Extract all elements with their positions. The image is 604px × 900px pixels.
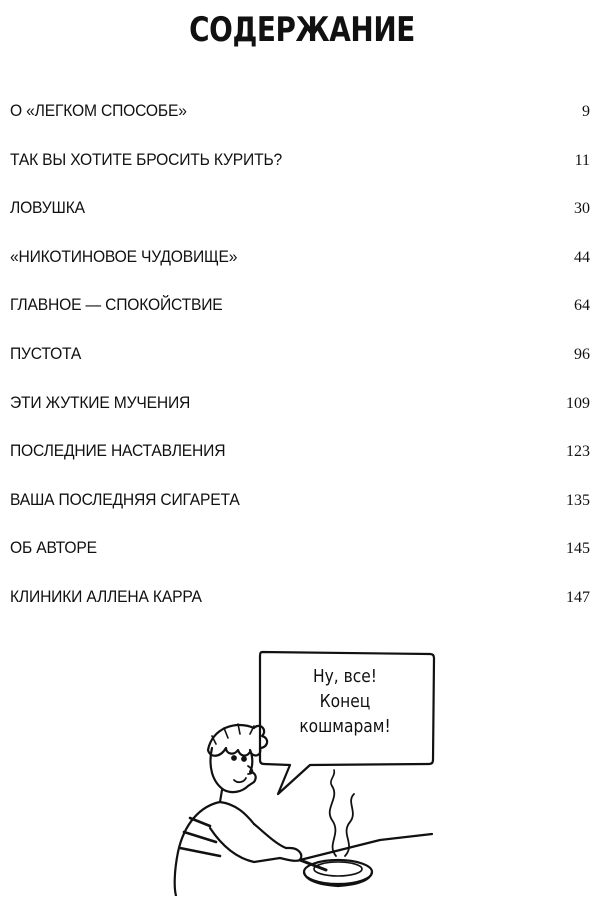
toc-entry [10,287,590,336]
toc-entry-page: 44 [574,248,590,266]
speech-bubble-text [274,664,417,739]
toc-entry-label: ПУСТОТА [10,343,82,363]
hair [208,725,267,756]
toc-entry [10,482,590,531]
toc-entry-label: «НИКОТИНОВОЕ ЧУДОВИЩЕ» [10,246,238,266]
toc-entry-page: 96 [574,345,590,363]
hand [280,848,301,861]
toc-entry-label: ГЛАВНОЕ — СПОКОЙСТВИЕ [10,295,223,315]
table-of-contents [10,93,590,628]
toc-entry-page: 135 [566,491,590,509]
toc-entry [10,433,590,482]
toc-entry-label: О «ЛЕГКОМ СПОСОБЕ» [10,101,187,120]
toc-entry-page: 64 [574,297,590,315]
table-edge [300,834,432,860]
toc-entry [10,239,590,288]
toc-entry-label: ЛОВУШКА [10,198,85,218]
toc-entry-page: 145 [566,540,590,558]
speech-line: кошмарам! [299,716,391,737]
toc-entry-label: ЭТИ ЖУТКИЕ МУЧЕНИЯ [10,392,191,412]
toc-entry-label: ВАША ПОСЛЕДНЯЯ СИГАРЕТА [10,489,240,509]
toc-entry-label: КЛИНИКИ АЛЛЕНА КАРРА [10,586,202,606]
toc-entry [10,530,590,579]
speech-line: Ну, все! [312,666,378,687]
toc-entry [10,142,590,191]
toc-entry-page: 123 [566,443,590,461]
toc-entry [10,336,590,385]
toc-entry-label: ОБ АВТОРЕ [10,538,97,558]
toc-entry-page: 11 [574,151,590,169]
smoke-icon [330,786,336,856]
toc-entry-page: 9 [582,103,590,120]
toc-entry-page: 147 [566,588,590,606]
toc-entry [10,579,590,628]
ashtray-icon [304,860,372,884]
page-title: СОДЕРЖАНИЕ [189,10,415,50]
speech-line: Конец [319,691,371,712]
toc-entry-page: 30 [574,200,590,218]
toc-entry [10,93,590,142]
toc-entry [10,190,590,239]
toc-entry-label: ТАК ВЫ ХОТИТЕ БРОСИТЬ КУРИТЬ? [10,149,283,169]
toc-entry [10,385,590,434]
toc-entry-page: 109 [566,394,590,412]
toc-entry-label: ПОСЛЕДНИЕ НАСТАВЛЕНИЯ [10,441,226,461]
